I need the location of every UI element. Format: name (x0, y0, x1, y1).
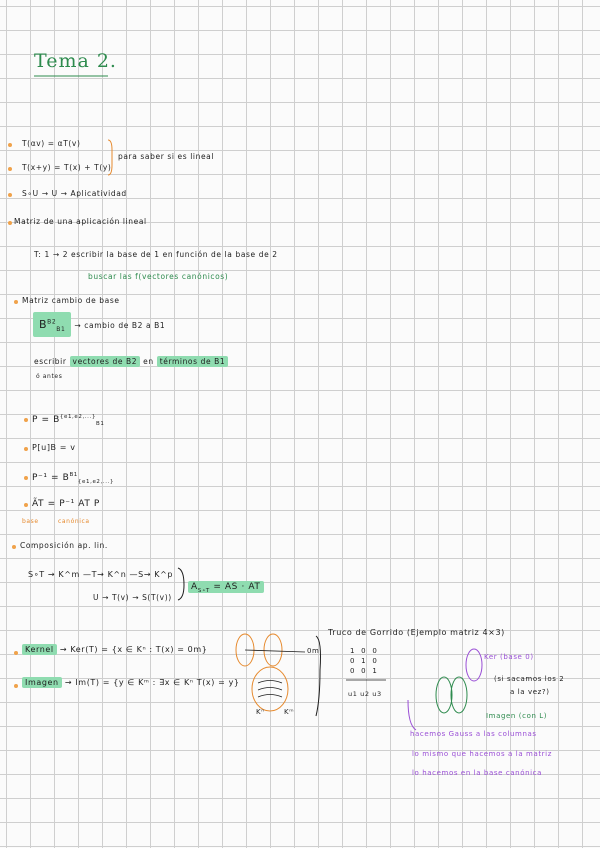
formula: $P = B^{\{e1,e2,...\}}_{B1}$ (32, 414, 105, 427)
matrix-row: 0 1 0 (350, 657, 377, 665)
word: escribir (34, 357, 67, 366)
column-ellipse-2 (451, 677, 467, 713)
note-line (34, 357, 228, 366)
bullet (24, 476, 28, 480)
bullet (8, 193, 12, 197)
composition-result: $A_{S\circ T}$ = AS · AT (188, 582, 264, 594)
note-line: (si sacamos los 2 (494, 675, 565, 683)
word: en (143, 357, 154, 366)
kernel-target: 0m (307, 647, 320, 655)
bullet (14, 300, 18, 304)
space-label: Kⁿ (256, 708, 265, 716)
annotation-orange: canónica (58, 518, 90, 525)
highlight: vectores de B2 (70, 356, 141, 367)
bullet (14, 684, 18, 688)
bullet (8, 221, 12, 225)
highlight: términos de B1 (157, 356, 229, 367)
bullet (12, 545, 16, 549)
formula: S∘T → K^m —T→ K^n —S→ K^p (28, 570, 174, 579)
note-line: T(x+y) = T(x) + T(y) (22, 163, 112, 172)
note-line: a la vez?) (510, 688, 550, 696)
section-heading: Matriz cambio de base (22, 296, 120, 305)
imagen-note: Imagen (con L) (486, 712, 548, 720)
identity-matrix (350, 646, 377, 676)
bullet (24, 503, 28, 507)
bullet (8, 143, 12, 147)
purple-note: lo hacemos en la base canónica (412, 769, 543, 777)
note-line: T(αv) = αT(v) (22, 139, 81, 148)
matrix-row: 1 0 0 (350, 647, 377, 655)
purple-note: lo mismo que hacemos a la matriz (412, 750, 552, 758)
imagen-definition: → Im(T) = {y ∈ Kᵐ : ∃x ∈ Kⁿ T(x) = y} (64, 678, 240, 687)
column-ellipse-3 (466, 649, 482, 681)
imagen-row (22, 678, 240, 687)
purple-curve (408, 700, 416, 730)
imagen-label: Imagen (22, 677, 62, 688)
formula: $P^{-1} = B^{B1}_{\{e1,e2,...\}}$ (32, 472, 115, 485)
note-line: ó antes (36, 373, 63, 380)
note-line: para saber si es lineal (118, 152, 215, 161)
note-line: T: 1 → 2 escribir la base de 1 en función de la base de 2 (34, 250, 278, 259)
kernel-label: Kernel (22, 644, 57, 655)
purple-note: hacemos Gauss a las columnas (410, 730, 537, 738)
column-ellipse-1 (436, 677, 452, 713)
truco-heading: Truco de Gorrido (Ejemplo matriz 4×3) (328, 628, 505, 637)
ker-note: Ker (base 0) (484, 653, 534, 661)
note-text: → cambio de B2 a B1 (74, 321, 166, 330)
page-title: Tema 2. (34, 50, 117, 72)
formula: ÃT = P⁻¹ AT P (32, 499, 100, 509)
formula: U → T(v) → S(T(v)) (93, 593, 172, 602)
bullet (8, 167, 12, 171)
imagen-ellipse (252, 667, 288, 711)
matrix-foot: u1 u2 u3 (348, 690, 382, 698)
bullet (24, 447, 28, 451)
composition-brace (178, 568, 184, 600)
bullet (14, 651, 18, 655)
annotation-orange: base (22, 518, 39, 525)
section-heading: Composición ap. lin. (20, 541, 108, 550)
formula: P[u]B = v (32, 443, 76, 452)
matrix-row: 0 0 1 (350, 667, 377, 675)
bullet (24, 418, 28, 422)
section-heading: Matriz de una aplicación lineal (14, 217, 147, 226)
kernel-row (22, 645, 207, 654)
imagen-strokes (258, 681, 282, 698)
kernel-codomain-ellipse (264, 634, 282, 666)
change-of-basis (33, 318, 165, 333)
basis-matrix-symbol: $B^{B2}_{B1}$ (33, 312, 71, 337)
note-line: S∘U → U → Aplicatividad (22, 189, 127, 198)
space-label: Kᵐ (284, 708, 295, 716)
kernel-definition: → Ker(T) = {x ∈ Kⁿ : T(x) = 0m} (59, 645, 208, 654)
note-line-green: buscar las f(vectores canónicos) (88, 272, 229, 281)
